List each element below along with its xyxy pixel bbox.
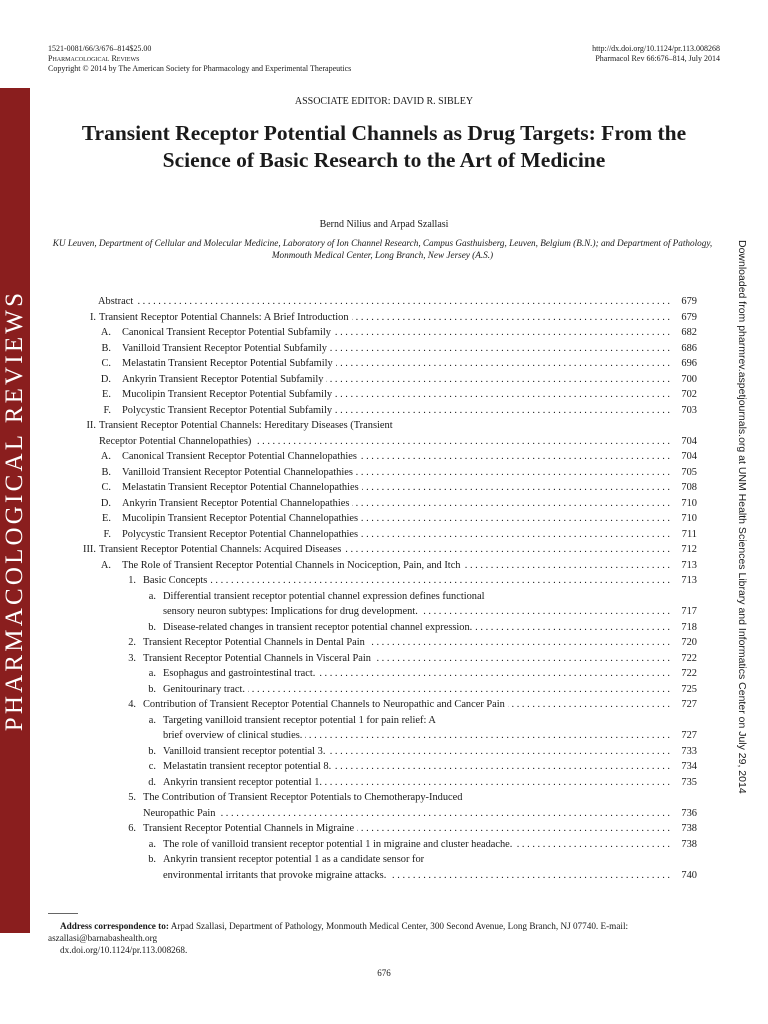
toc-entry-page: 704 [681, 451, 697, 462]
toc-entry-title: Vanilloid Transient Receptor Potential Subfamily [122, 342, 327, 354]
toc-entry-number: a. [148, 590, 156, 602]
toc-entry-page: 738 [681, 823, 697, 834]
toc-leader-dots [360, 449, 670, 464]
toc-leader-dots [210, 573, 670, 588]
toc-entry-title: The role of vanilloid transient receptor potential 1 in migraine and cluster headache. [163, 838, 513, 850]
toc-entry-page: 713 [681, 575, 697, 586]
toc-entry-title: Ankyrin Transient Receptor Potential Subfamily [122, 373, 324, 385]
toc-entry-page: 722 [681, 652, 697, 664]
toc-entry[interactable] [0, 434, 700, 449]
toc-entry-page: 738 [681, 838, 697, 850]
toc-entry-page: 679 [681, 296, 697, 307]
toc-entry[interactable] [0, 558, 700, 573]
toc-entry-number: B. [101, 466, 111, 478]
toc-entry[interactable] [0, 651, 700, 666]
toc-leader-dots [508, 697, 670, 712]
toc-entry-title: Targeting vanilloid transient receptor potential 1 for pain relief: A [163, 714, 436, 726]
toc-entry[interactable] [0, 573, 700, 588]
toc-entry-page: 682 [681, 327, 697, 338]
toc-entry-title: Vanilloid transient receptor potential 3. [163, 745, 326, 757]
toc-entry-number: C. [101, 358, 111, 369]
toc-entry[interactable] [0, 713, 700, 728]
toc-entry-title: Basic Concepts [143, 575, 208, 586]
toc-entry[interactable] [0, 604, 700, 619]
associate-editor: ASSOCIATE EDITOR: DAVID R. SIBLEY [294, 96, 474, 107]
toc-leader-dots [421, 604, 670, 619]
toc-entry-number: B. [101, 342, 111, 354]
toc-entry-title: Neuropathic Pain [143, 807, 216, 819]
toc-entry[interactable] [0, 449, 700, 464]
toc-entry-page: 696 [681, 358, 697, 369]
toc-entry-number: C. [101, 482, 111, 493]
toc-entry-page: 711 [681, 528, 697, 540]
authors: Bernd Nilius and Arpad Szallasi [319, 219, 449, 230]
toc-entry[interactable] [0, 837, 700, 852]
toc-entry-number: b. [148, 621, 156, 633]
toc-entry[interactable] [0, 589, 700, 604]
toc-entry-page: 727 [681, 730, 697, 741]
correspondence-doi[interactable]: dx.doi.org/10.1124/pr.113.008268. [60, 945, 188, 955]
toc-entry-title: Mucolipin Transient Receptor Potential Channelopathies [122, 513, 359, 524]
toc-entry-page: 720 [681, 637, 697, 648]
issn-line: 1521-0081/66/3/676–814$25.00 [48, 44, 152, 53]
toc-entry-title: Mucolipin Transient Receptor Potential Subfamily [122, 389, 333, 400]
toc-leader-dots [475, 620, 670, 635]
toc-entry-number: III. [83, 544, 96, 555]
toc-entry-number: II. [86, 420, 96, 431]
toc-entry-title: Melastatin Transient Receptor Potential Channelopathies [122, 482, 359, 493]
toc-leader-dots [334, 325, 670, 340]
toc-entry[interactable] [0, 465, 700, 480]
toc-entry[interactable] [0, 387, 700, 402]
toc-entry-page: 708 [681, 482, 697, 493]
article-title: Transient Receptor Potential Channels as Drug Targets: From the Science of Basic Research to the Art of Medicine [81, 121, 687, 172]
toc-entry-number: D. [100, 373, 111, 385]
toc-entry-number: A. [100, 327, 111, 338]
toc-leader-dots [352, 496, 670, 511]
toc-entry-title: Contribution of Transient Receptor Potential Channels to Neuropathic and Cancer Pain [143, 699, 505, 710]
toc-entry[interactable] [0, 682, 700, 697]
toc-entry-title: Ankyrin transient receptor potential 1. [163, 776, 322, 788]
toc-entry-title: Canonical Transient Receptor Potential Subfamily [122, 327, 331, 338]
toc-entry-number: 1. [128, 575, 136, 586]
affiliation: KU Leuven, Department of Cellular and Molecular Medicine, Laboratory of Ion Channel Research, Campus Gasthuisberg, Leuven, Belgium (B.N.); and Department of Pathology, Monmouth Medical Center, Long Branch, New Jersey (A.S.) [52, 238, 713, 260]
toc-entry-page: 710 [681, 497, 697, 509]
toc-entry[interactable] [0, 496, 700, 511]
toc-entry-number: 2. [128, 637, 136, 648]
toc-entry-page: 705 [681, 466, 697, 478]
toc-entry-page: 725 [681, 683, 697, 695]
download-notice: Downloaded from pharmrev.aspetjournals.org at UNM Health Sciences Library and Informatics Center on July 29, 2014 [736, 240, 748, 794]
toc-entry[interactable] [0, 666, 700, 681]
toc-leader-dots [336, 356, 670, 371]
toc-entry-number: E. [102, 513, 111, 524]
toc-entry-page: 712 [681, 544, 697, 555]
toc-entry-page: 717 [681, 606, 697, 617]
toc-leader-dots [305, 728, 670, 743]
toc-entry-number: b. [148, 854, 156, 865]
toc-entry-title: Canonical Transient Receptor Potential Channelopathies [122, 451, 357, 462]
toc-leader-dots [357, 821, 670, 836]
toc-entry-page: 713 [681, 559, 697, 571]
toc-entry-title: Differential transient receptor potential channel expression defines functional [163, 590, 485, 602]
toc-entry-title: sensory neuron subtypes: Implications for drug development. [163, 606, 418, 617]
toc-leader-dots [248, 682, 670, 697]
toc-entry[interactable] [0, 806, 700, 821]
toc-entry[interactable] [0, 744, 700, 759]
toc-entry-number: A. [100, 451, 111, 462]
toc-leader-dots [326, 372, 670, 387]
toc-entry-title: Transient Receptor Potential Channels: Hereditary Diseases (Transient [99, 420, 393, 431]
toc-leader-dots [361, 527, 670, 542]
toc-entry[interactable] [0, 542, 700, 557]
toc-leader-dots [318, 666, 670, 681]
toc-entry[interactable] [0, 790, 700, 805]
journal-name-vertical: PHARMACOLOGICAL REVIEWS [1, 289, 28, 732]
toc-entry-number: 4. [128, 699, 136, 710]
toc-entry[interactable] [0, 775, 700, 790]
toc-entry[interactable] [0, 325, 700, 340]
toc-entry[interactable] [0, 759, 700, 774]
toc-entry-number: d. [148, 776, 156, 788]
toc-entry[interactable] [0, 635, 700, 650]
toc-entry[interactable] [0, 480, 700, 495]
doi-link[interactable]: http://dx.doi.org/10.1124/pr.113.008268 [592, 44, 720, 53]
toc-entry-title: Vanilloid Transient Receptor Potential Channelopathies [122, 466, 353, 478]
toc-entry-page: 727 [681, 699, 697, 710]
toc-entry-number: 3. [128, 652, 136, 664]
toc-entry[interactable] [0, 310, 700, 325]
toc-entry-page: 735 [681, 776, 697, 788]
toc-entry-page: 686 [681, 342, 697, 354]
toc-entry-title: Polycystic Transient Receptor Potential Subfamily [122, 404, 333, 416]
toc-entry[interactable] [0, 728, 700, 743]
toc-entry-title: Genitourinary tract. [163, 683, 245, 695]
toc-entry-page: 703 [681, 404, 697, 416]
toc-entry[interactable] [0, 294, 700, 309]
correspondence-label: Address correspondence to: [60, 921, 169, 931]
toc-entry-title: Receptor Potential Channelopathies) [99, 435, 252, 447]
toc-entry-number: I. [89, 311, 96, 323]
toc-leader-dots [389, 868, 670, 883]
copyright-line: Copyright © 2014 by The American Society for Pharmacology and Experimental Therapeutics [48, 64, 352, 73]
toc-entry-title: brief overview of clinical studies. [163, 730, 303, 741]
toc-entry-page: 702 [681, 389, 697, 400]
toc-entry-page: 736 [681, 807, 697, 819]
header-left [48, 44, 351, 74]
toc-entry[interactable] [0, 418, 700, 433]
header-right [592, 44, 720, 64]
toc-leader-dots [136, 294, 670, 309]
toc-entry[interactable] [0, 341, 700, 356]
toc-leader-dots [254, 434, 670, 449]
toc-entry-title: Transient Receptor Potential Channels in Dental Pain [143, 637, 365, 648]
correspondence-text: Arpad Szallasi, Department of Pathology, Monmouth Medical Center, 300 Second Avenue, Long Branch, NJ 07740. E-mail: aszallasi@barnabashealth.org [48, 921, 629, 943]
toc-leader-dots [330, 341, 670, 356]
toc-entry-title: Melastatin Transient Receptor Potential Subfamily [122, 358, 333, 369]
toc-entry-title: Esophagus and gastrointestinal tract. [163, 668, 316, 679]
toc-entry-page: 718 [681, 621, 697, 633]
toc-entry-title: Melastatin transient receptor potential 8. [163, 761, 332, 772]
citation-line: Pharmacol Rev 66:676–814, July 2014 [595, 54, 720, 63]
toc-leader-dots [374, 651, 670, 666]
toc-entry-page: 679 [681, 311, 697, 323]
toc-entry-title: Abstract [98, 296, 134, 307]
toc-entry-number: D. [100, 497, 111, 509]
toc-entry-number: a. [148, 668, 156, 679]
toc-leader-dots [218, 806, 670, 821]
page-number: 676 [377, 968, 391, 978]
toc-entry[interactable] [0, 852, 700, 867]
toc-entry[interactable] [0, 620, 700, 635]
toc-entry[interactable] [0, 697, 700, 712]
toc-entry-number: b. [148, 683, 156, 695]
toc-entry-number: F. [103, 528, 111, 540]
toc-entry-page: 710 [681, 513, 697, 524]
toc-leader-dots [361, 511, 670, 526]
toc-leader-dots [325, 775, 670, 790]
journal-line: Pharmacological Reviews [48, 54, 140, 63]
toc-entry[interactable] [0, 868, 700, 883]
toc-entry-number: b. [148, 745, 156, 757]
toc-leader-dots [335, 403, 670, 418]
toc-entry-title: Transient Receptor Potential Channels: A Brief Introduction [99, 311, 349, 323]
toc-entry-page: 722 [681, 668, 697, 679]
toc-leader-dots [515, 837, 670, 852]
toc-entry-number: A. [100, 559, 111, 571]
toc-entry-title: Transient Receptor Potential Channels in Visceral Pain [143, 652, 371, 664]
toc-leader-dots [356, 465, 670, 480]
toc-entry-number: a. [148, 838, 156, 850]
toc-entry-number: E. [102, 389, 111, 400]
toc-entry-number: 6. [128, 823, 136, 834]
toc-entry-title: Polycystic Transient Receptor Potential Channelopathies [122, 528, 359, 540]
toc-entry[interactable] [0, 821, 700, 836]
toc-leader-dots [344, 542, 670, 557]
correspondence-footnote [48, 920, 723, 956]
toc-entry-page: 733 [681, 745, 697, 757]
toc-entry[interactable] [0, 511, 700, 526]
toc-entry[interactable] [0, 356, 700, 371]
toc-entry-title: Transient Receptor Potential Channels in Migraine [143, 823, 355, 834]
toc-entry-number: F. [103, 404, 111, 416]
toc-entry[interactable] [0, 527, 700, 542]
toc-entry-title: environmental irritants that provoke migraine attacks. [163, 869, 387, 881]
toc-leader-dots [464, 558, 670, 573]
toc-leader-dots [362, 480, 670, 495]
toc-entry-number: c. [148, 761, 156, 772]
toc-leader-dots [334, 759, 670, 774]
toc-entry-title: The Contribution of Transient Receptor Potentials to Chemotherapy-Induced [143, 792, 463, 803]
toc-leader-dots [352, 310, 670, 325]
toc-entry-page: 704 [681, 435, 697, 447]
toc-entry-title: Ankyrin Transient Receptor Potential Channelopathies [122, 497, 350, 509]
toc-entry-page: 700 [681, 373, 697, 385]
toc-entry[interactable] [0, 403, 700, 418]
toc-leader-dots [368, 635, 670, 650]
toc-entry-title: Transient Receptor Potential Channels: Acquired Diseases [99, 544, 342, 555]
toc-leader-dots [335, 387, 670, 402]
toc-entry-title: The Role of Transient Receptor Potential Channels in Nociception, Pain, and Itch [122, 559, 461, 571]
toc-entry-page: 734 [681, 761, 697, 772]
toc-leader-dots [328, 744, 670, 759]
toc-entry-title: Ankyrin transient receptor potential 1 as a candidate sensor for [163, 854, 425, 865]
toc-entry[interactable] [0, 372, 700, 387]
toc-entry-page: 740 [681, 869, 697, 881]
toc-entry-number: a. [148, 714, 156, 726]
footnote-rule [48, 913, 78, 914]
toc-entry-title: Disease-related changes in transient receptor potential channel expression. [163, 621, 473, 633]
toc-entry-number: 5. [128, 792, 136, 803]
